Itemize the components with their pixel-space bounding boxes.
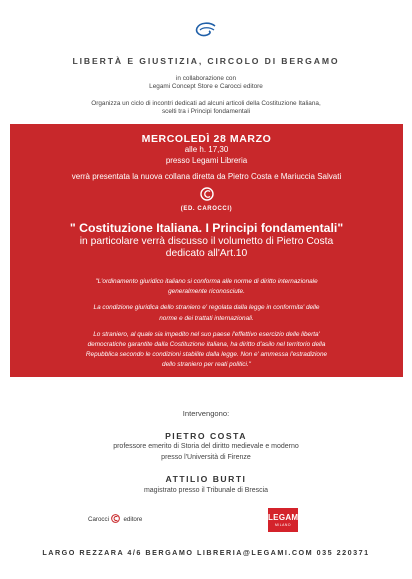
- quote-line: La condizione giuridica dello straniero e' regolata dalla legge in conformita' delle: [93, 304, 320, 312]
- speaker-1-name: PIETRO COSTA: [165, 431, 247, 441]
- event-place: presso Legami Libreria: [165, 156, 248, 165]
- quote-line: dello straniero per reati politici.": [162, 361, 251, 369]
- carocci-name: Carocci: [88, 516, 109, 524]
- quote-line: Repubblica secondo le condizioni stabilite dalla legge. Non e' ammessa l'estradizione: [85, 351, 328, 359]
- carocci-logo: [88, 514, 142, 525]
- quote-line: "L'ordinamento giuridico italiano si conforma alle norme di diritto internazionale: [95, 278, 318, 285]
- intro-text: Organizza un ciclo di incontri dedicati ad alcuni articoli della Costituzione Italiana,: [91, 100, 321, 107]
- speaker-2-name: ATTILIO BURTI: [165, 474, 247, 484]
- lg-logo-icon: [0, 22, 412, 43]
- legami-name: LEGAMI: [268, 513, 301, 522]
- speaker-1-desc: professore emerito di Storia del diritto medievale e moderno: [113, 443, 299, 450]
- quote-line: democratiche garantite dalla Costituzione italiana, ha diritto d'asilo nel territorio della: [87, 341, 326, 349]
- legami-city: MILANO: [275, 523, 291, 527]
- publisher-name: (ED. CAROCCI): [180, 206, 233, 212]
- quote-line: norme e dei trattati internazionali.: [159, 314, 254, 322]
- speakers-heading: Intervengono:: [182, 409, 230, 418]
- speaker-1-desc-2: presso l'Università di Firenze: [161, 454, 251, 461]
- talk-subtitle: in particolare verrà discusso il volumetto di Pietro Costa: [79, 236, 334, 247]
- event-banner: [10, 124, 403, 377]
- collab-partners: Legami Concept Store e Carocci editore: [149, 83, 263, 90]
- event-date: MERCOLEDÌ 28 MARZO: [141, 133, 272, 145]
- talk-article: dedicato all'Art.10: [165, 248, 248, 259]
- quote-line: Lo straniero, al quale sia impedito nel suo paese l'effettivo esercizio delle liberta': [93, 330, 320, 338]
- carocci-mark-icon: [111, 514, 120, 525]
- quote-line: generalmente riconosciute.: [168, 288, 245, 296]
- speaker-2-desc: magistrato presso il Tribunale di Brescia: [143, 487, 269, 494]
- footer-contact: LARGO REZZARA 4/6 BERGAMO LIBRERIA@LEGAMI.COM 035 220371: [42, 548, 370, 557]
- event-series: verrà presentata la nuova collana diretta da Pietro Costa e Mariuccia Salvati: [71, 172, 342, 181]
- article-quote: [34, 277, 379, 377]
- legami-logo: [268, 508, 301, 532]
- talk-title: " Costituzione Italiana. I Principi fondamentali": [69, 221, 344, 235]
- intro-text-2: scelti tra i Principi fondamentali: [161, 108, 251, 115]
- carocci-logo-icon: [10, 187, 403, 206]
- event-time: alle h. 17,30: [184, 145, 229, 154]
- organization-title: LIBERTÀ E GIUSTIZIA, CIRCOLO DI BERGAMO: [72, 56, 340, 66]
- collab-line: in collaborazione con: [175, 75, 237, 82]
- carocci-suffix: editore: [123, 516, 143, 524]
